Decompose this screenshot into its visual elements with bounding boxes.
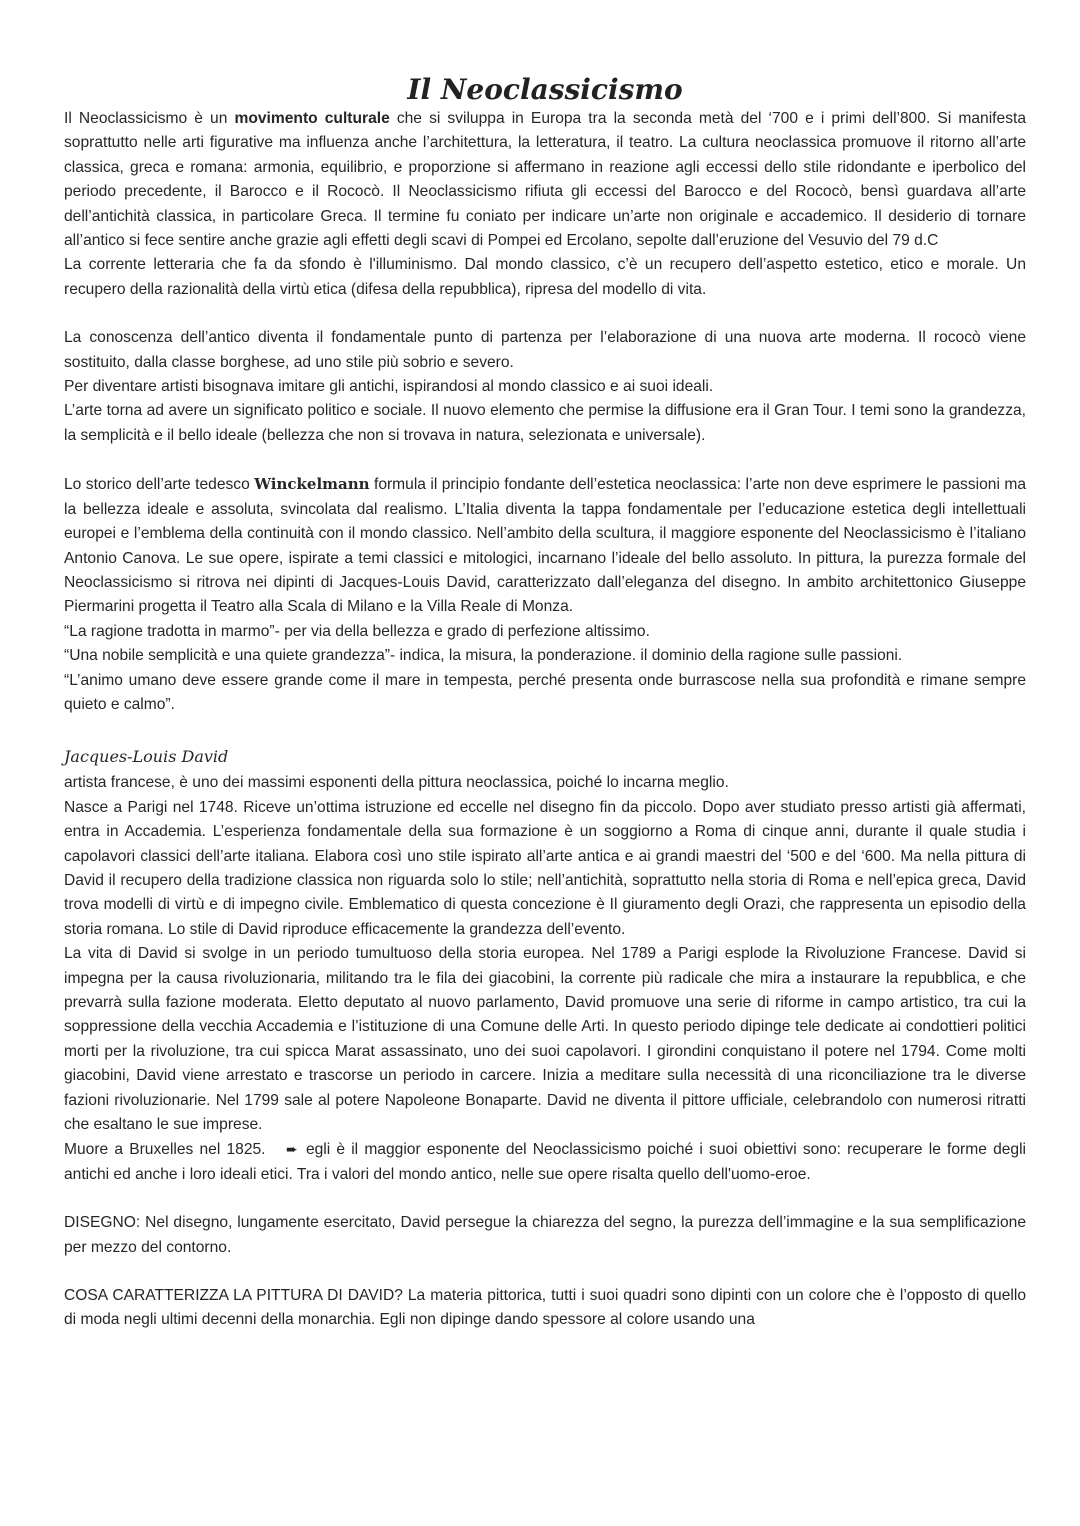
intro-text-start: Il Neoclassicismo è un [64, 110, 235, 127]
painting-paragraph: COSA CARATTERIZZA LA PITTURA DI DAVID? La materia pittorica, tutti i suoi quadri sono dipinti con un colore che è l’opposto di quello di moda negli ultimi decenni della monarchia. Egli non dipinge dando spessore al colore usando una [64, 1287, 1026, 1329]
drawing-paragraph: DISEGNO: Nel disegno, lungamente esercitato, David persegue la chiarezza del segno, la purezza dell’immagine e la sua semplificazione per mezzo del contorno. [64, 1214, 1026, 1256]
winckelmann-paragraph [64, 472, 1026, 619]
political-meaning-paragraph: L’arte torna ad avere un significato politico e sociale. Il nuovo elemento che permise la diffusione era il Gran Tour. I temi sono la grandezza, la semplicità e il bello ideale (bellezza che non si trovava in natura, selezionata e universale). [64, 402, 1026, 444]
paragraph-gap [64, 717, 1026, 741]
paragraph-gap [64, 1260, 1026, 1284]
david-revolution: La vita di David si svolge in un periodo tumultuoso della storia europea. Nel 1789 a Parigi esplode la Rivoluzione Francese. David si impegna per la causa rivoluzionaria, militando tra le fila dei giacobini, la corrente più radicale che mira a instaurare la repubblica, e che prevarrà sulla fazione moderata. Eletto deputato al nuovo parlamento, David promuove una serie di riforme in campo artistico, tra cui la soppressione della vecchia Accademia e l’istituzione di una Comune delle Arti. In questo periodo dipinge tele dedicate ai condottieri politici morti per la rivoluzione, tra cui spicca Marat assassinato, uno dei suoi capolavori. I girondini conquistano il potere nel 1794. Come molti giacobini, David viene arrestato e trascorse un periodo in carcere. Inizia a meditare sulla necessità di una riconciliazione tra le diverse fazioni rivoluzionarie. Nel 1799 sale al potere Napoleone Bonaparte. David ne diventa il pittore ufficiale, celebrandolo con numerosi ritratti che esaltano le sue imprese. [64, 945, 1026, 1134]
winckelmann-name: Winckelmann [254, 475, 370, 494]
david-section-heading: Jacques-Louis David [64, 747, 229, 767]
david-death [64, 1137, 1026, 1187]
david-death-text: Muore a Bruxelles nel 1825. [64, 1141, 266, 1159]
winckelmann-text-end: formula il principio fondante dell’estetica neoclassica: l’arte non deve esprimere le passioni ma la bellezza ideale e assoluta, svincolata dal realismo. L’Italia diventa la tappa fondamentale per l’educazione estetica degli intellettuali europei e l’emblema della continuità con il mondo classico. Nell’ambito della scultura, il maggiore esponente del Neoclassicismo è l’italiano Antonio Canova. Le sue opere, ispirate a temi classici e mitologici, incarnano l’ideale del bello assoluto. In pittura, la purezza formale del Neoclassicismo si ritrova nei dipinti di Jacques-Louis David, caratterizzato dall’eleganza del disegno. In ambito architettonico Giuseppe Piermarini progetta il Teatro alla Scala di Milano e la Villa Reale di Monza. [64, 476, 1027, 616]
illuminism-paragraph: La corrente letteraria che fa da sfondo è l'illuminismo. Dal mondo classico, c’è un recupero dell’aspetto estetico, etico e morale. Un recupero della razionalità della virtù etica (difesa della repubblica), ripresa del modello di vita. [64, 256, 1026, 298]
ancient-knowledge-paragraph: La conoscenza dell’antico diventa il fondamentale punto di partenza per l’elaborazione di una nuova arte moderna. Il rococò viene sostituito, dalla classe borghese, ad uno stile più sobrio e severo. [64, 329, 1026, 371]
paragraph-gap [64, 448, 1026, 472]
intro-text-end: che si sviluppa in Europa tra la seconda metà del ‘700 e i primi dell’800. Si manifesta soprattutto nelle arti figurative ma influenza anche l’architettura, la letteratura, il teatro. La cultura neoclassica promuove il ritorno all’arte classica, greca e romana: armonia, equilibrio, e proporzione si affermano in reazione agli eccessi dello stile ridondante e iperbolico del periodo precedente, il Barocco e il Rococò. Il Neoclassicismo rifiuta gli eccessi del Barocco e del Rococò, bensì guardava all’arte dell’antichità classica, in particolare Greca. Il termine fu coniato per indicare un’arte non originale e accademico. Il desiderio di tornare all’antico si fece sentire anche grazie agli effetti degli scavi di Pompei ed Ercolano, sepolte dall’eruzione del Vesuvio del 79 d.C [64, 110, 1026, 250]
david-intro: artista francese, è uno dei massimi esponenti della pittura neoclassica, poiché lo incarna meglio. [64, 774, 729, 792]
document-title: Il Neoclassicismo [407, 73, 683, 106]
paragraph-gap [64, 302, 1026, 326]
document-page [64, 72, 1026, 1333]
david-biography: Nasce a Parigi nel 1748. Riceve un’ottima istruzione ed eccelle nel disegno fin da piccolo. Dopo aver studiato presso artisti già affermati, entra in Accademia. L’esperienza fondamentale della sua formazione è un soggiorno a Roma di cinque anni, durante il quale studia i capolavori classici dell’arte italiana. Elabora così uno stile ispirato all’arte antica e ai grandi maestri del ‘500 e del ‘600. Ma nella pittura di David il recupero della tradizione classica non riguarda solo lo stile; nell’antichità, soprattutto nella storia di Roma e nell’epica greca, David trova modelli di virtù e di impegno civile. Emblematico di questa concezione è Il giuramento degli Orazi, che rappresenta un episodio della storia romana. Lo stile di David riproduce efficacemente la grandezza dell’evento. [64, 798, 1026, 938]
quote-human-soul: “L’animo umano deve essere grande come il mare in tempesta, perché presenta onde burrascose nella sua profondità e rimane sempre quieto e calmo”. [64, 671, 1026, 713]
quote-marble: “La ragione tradotta in marmo”- per via della bellezza e grado di perfezione altissimo. [64, 622, 650, 640]
arrow-right-icon: ➨ [286, 1141, 298, 1158]
winckelmann-text-start: Lo storico dell’arte tedesco [64, 476, 255, 494]
quote-noble-simplicity: “Una nobile semplicità e una quiete grandezza”- indica, la misura, la ponderazione. il dominio della ragione sulle passioni. [64, 647, 903, 665]
imitation-paragraph: Per diventare artisti bisognava imitare gli antichi, ispirandosi al mondo classico e ai suoi ideali. [64, 378, 714, 396]
paragraph-gap [64, 1187, 1026, 1211]
intro-paragraph [64, 107, 1026, 253]
david-death-conclusion: egli è il maggior esponente del Neoclassicismo poiché i suoi obiettivi sono: recuperare le forme degli antichi ed anche i loro ideali etici. Tra i valori del mondo antico, nelle sue opere risalta quello dell'uomo-eroe. [64, 1141, 1027, 1183]
intro-bold-term: movimento culturale [234, 110, 390, 127]
